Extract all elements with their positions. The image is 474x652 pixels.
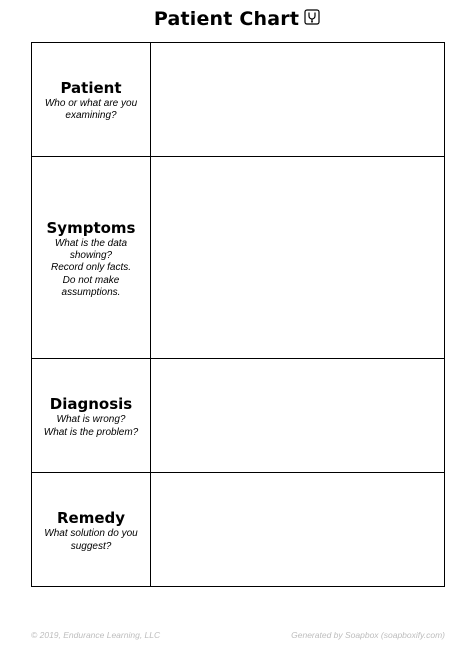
footer-copyright: © 2019, Endurance Learning, LLC <box>31 630 161 640</box>
row-prompt-patient: Who or what are you examining? <box>44 98 138 122</box>
chart-row-symptoms <box>32 156 445 358</box>
row-prompt-remedy: What solution do you suggest? <box>44 528 138 552</box>
page-title: Patient Chart <box>153 8 300 30</box>
chart-row-remedy <box>32 473 445 587</box>
label-cell-symptoms <box>32 156 151 358</box>
row-title-remedy: Remedy <box>56 509 126 528</box>
answer-box-remedy[interactable] <box>151 473 445 587</box>
chart-row-patient <box>32 43 445 157</box>
label-cell-patient <box>32 43 151 157</box>
chart-row-diagnosis <box>32 359 445 473</box>
row-prompt-symptoms: What is the data showing? Record only facts. Do not make assumptions. <box>50 237 132 298</box>
answer-box-symptoms[interactable] <box>151 156 445 358</box>
row-title-diagnosis: Diagnosis <box>49 395 133 414</box>
stethoscope-icon <box>304 9 320 25</box>
answer-box-diagnosis[interactable] <box>151 359 445 473</box>
footer-generated-by: Generated by Soapbox (soapboxify.com) <box>291 630 445 640</box>
patient-chart-table <box>31 42 445 587</box>
row-prompt-diagnosis: What is wrong? What is the problem? <box>43 414 139 438</box>
page-header <box>0 8 474 30</box>
answer-box-patient[interactable] <box>151 43 445 157</box>
label-cell-diagnosis <box>32 359 151 473</box>
row-title-patient: Patient <box>60 79 122 98</box>
label-cell-remedy <box>32 473 151 587</box>
row-title-symptoms: Symptoms <box>46 218 136 237</box>
